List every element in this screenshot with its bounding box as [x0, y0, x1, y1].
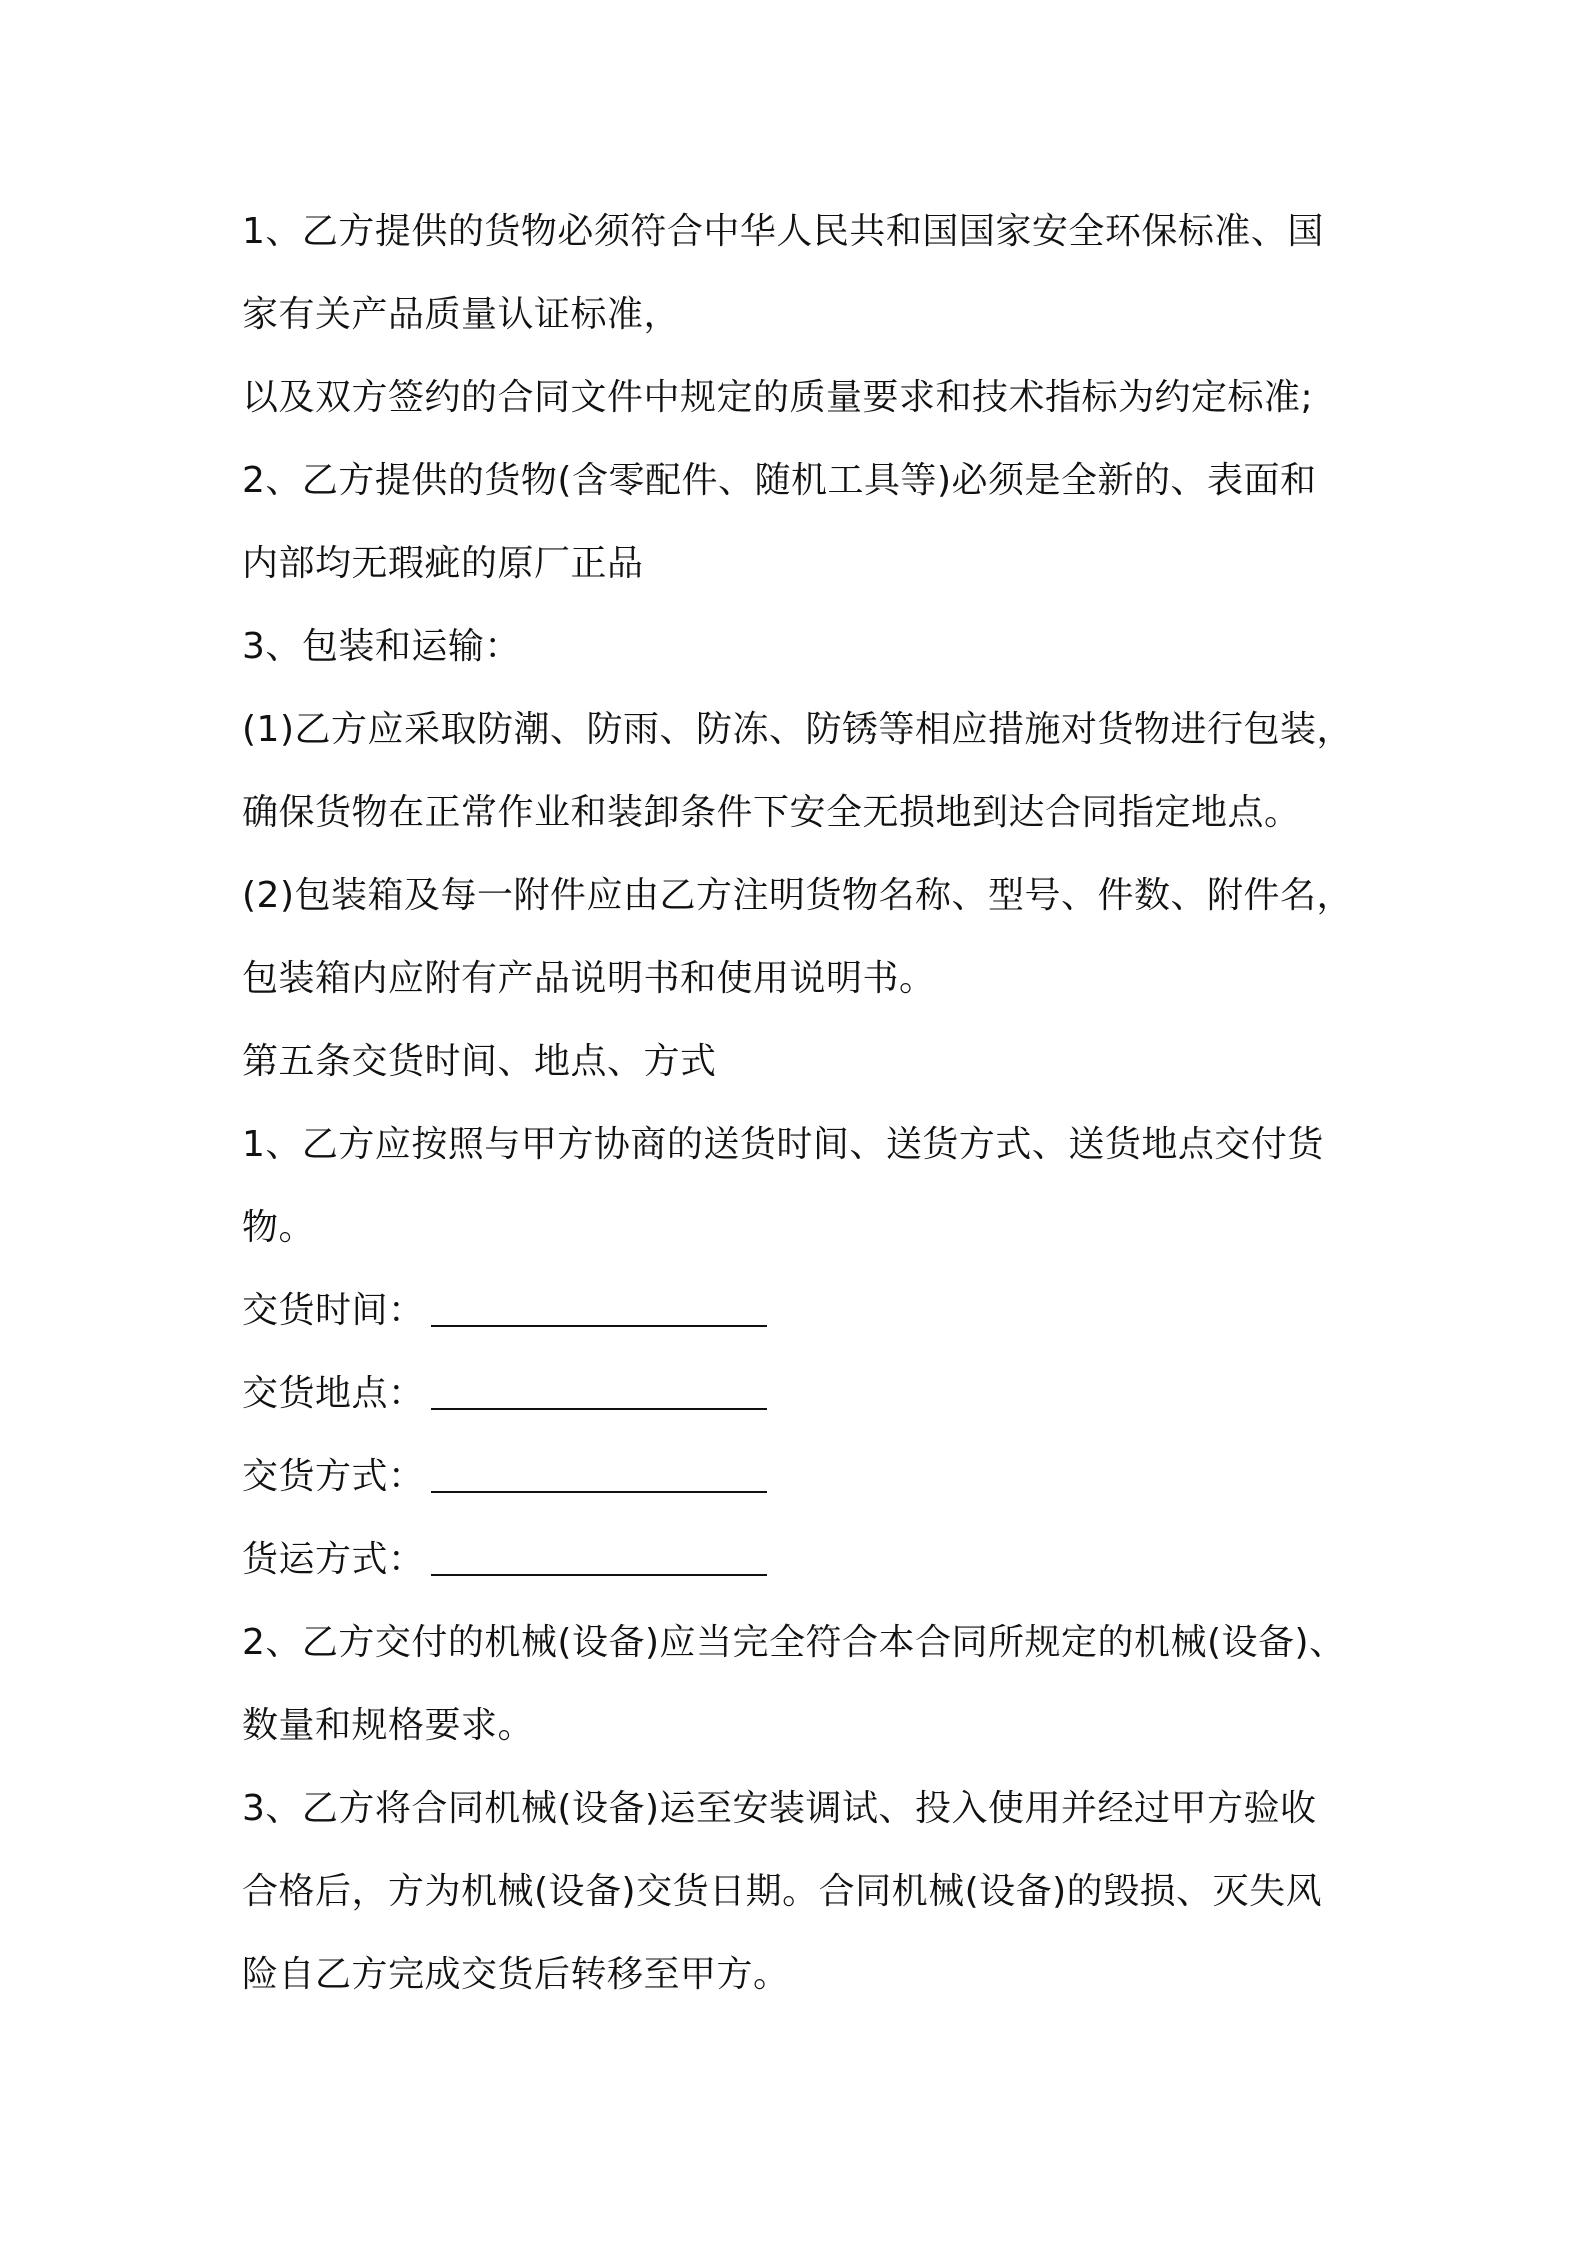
text-line: 1、乙方应按照与甲方协商的送货时间、送货方式、送货地点交付货	[242, 1124, 1324, 1165]
fill-in-blank	[431, 1574, 767, 1576]
text-line: 2、乙方交付的机械(设备)应当完全符合本合同所规定的机械(设备)、	[242, 1622, 1346, 1663]
text-line: 家有关产品质量认证标准，	[242, 294, 681, 335]
fill-in-blank	[431, 1491, 767, 1493]
field-label: 交货方式：	[242, 1456, 425, 1497]
text-line: 险自乙方完成交货后转移至甲方。	[242, 1954, 790, 1995]
delivery-method-field	[242, 1435, 1362, 1518]
text-line: 确保货物在正常作业和装卸条件下安全无损地到达合同指定地点。	[242, 792, 1301, 833]
text-line: 包装箱内应附有产品说明书和使用说明书。	[242, 958, 936, 999]
text-line: 以及双方签约的合同文件中规定的质量要求和技术指标为约定标准;	[242, 377, 1314, 418]
text-line: 1、乙方提供的货物必须符合中华人民共和国国家安全环保标准、国	[242, 211, 1324, 252]
field-label: 货运方式：	[242, 1539, 425, 1580]
fill-in-blank	[431, 1408, 767, 1410]
document-body	[242, 190, 1362, 2016]
text-line: 3、乙方将合同机械(设备)运至安装调试、投入使用并经过甲方验收	[242, 1788, 1317, 1829]
text-line: 合格后，方为机械(设备)交货日期。合同机械(设备)的毁损、灭失风	[242, 1871, 1323, 1912]
text-line: 内部均无瑕疵的原厂正品	[242, 543, 644, 584]
text-line: (2)包装箱及每一附件应由乙方注明货物名称、型号、件数、附件名，	[242, 875, 1353, 916]
text-line: 数量和规格要求。	[242, 1705, 535, 1746]
delivery-time-field	[242, 1269, 1362, 1352]
shipping-method-field	[242, 1518, 1362, 1601]
text-line: (1)乙方应采取防潮、防雨、防冻、防锈等相应措施对货物进行包装，	[242, 709, 1353, 750]
field-label: 交货时间：	[242, 1290, 425, 1331]
text-line: 2、乙方提供的货物(含零配件、随机工具等)必须是全新的、表面和	[242, 460, 1317, 501]
field-label: 交货地点：	[242, 1373, 425, 1414]
delivery-location-field	[242, 1352, 1362, 1435]
text-line: 物。	[242, 1207, 316, 1248]
text-line: 3、包装和运输：	[242, 626, 521, 667]
section-heading: 第五条交货时间、地点、方式	[242, 1041, 717, 1082]
fill-in-blank	[431, 1325, 767, 1327]
